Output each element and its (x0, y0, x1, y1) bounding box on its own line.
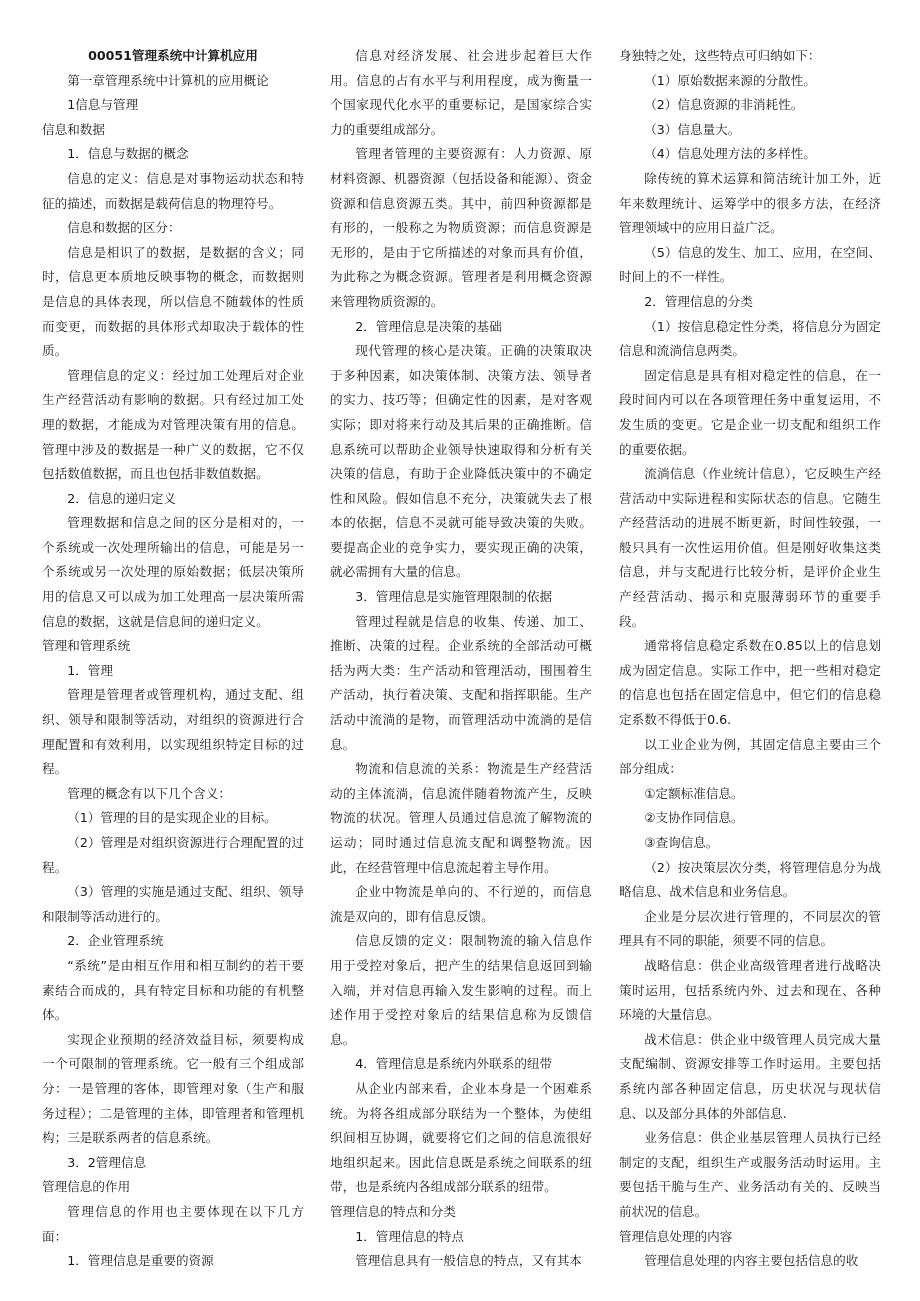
paragraph: 现代管理的核心是决策。正确的决策取决于多种因素，如决策体制、决策方法、领导者的实力、技巧等；但确定性的因素，是对客观实际；即对将来行动及其后果的正确推断。信息系统可以帮助企业领导快速取得和分析有关决策的信息，有助于企业降低决策中的不确定性和风险。假如信息不充分，决策就失去了根本的依据，信息不灵就可能导致决策的失败。要提高企业的竞争实力，要实现正确的决策，就必需拥有大量的信息。 (330, 343, 592, 580)
paragraph: 管理数据和信息之间的区分是相对的，一个系统或一次处理所输出的信息，可能是另一个系统或另一次处理的原始数据；低层决策所用的信息又可以成为加工处理高一层决策所需信息的数据，这就是信息间的递归定义。 (42, 515, 304, 629)
paragraph: 1．管理信息是重要的资源 (67, 1253, 214, 1269)
paragraph: 通常将信息稳定系数在0.85以上的信息划成为固定信息。实际工作中，把一些相对稳定的信息也包括在固定信息中，但它们的信息稳定系数不得低于0.6. (619, 638, 881, 728)
paragraph: 管理过程就是信息的收集、传递、加工、推断、决策的过程。企业系统的全部活动可概括为两大类：生产活动和管理活动，围围着生产活动，执行着决策、支配和指挥职能。生产活动中流淌的是物，而管理活动中流淌的是信息。 (330, 613, 592, 752)
paragraph: 信息反馈的定义：限制物流的输入信息作用于受控对象后，把产生的结果信息返回到输入端，并对信息再输入发生影响的过程。而上述作用于受控对象后的结果信息称为反馈信息。 (330, 933, 592, 1047)
paragraph: 管理的概念有以下几个含义： (67, 785, 231, 801)
paragraph: 管理信息的定义：经过加工处理后对企业生产经营活动有影响的数据。只有经过加工处理的数据，才能成为对管理决策有用的信息。管理中涉及的数据是一种广义的数据，它不仅包括数值数据，而且也包括非数值数据。 (42, 367, 304, 482)
paragraph: 除传统的算术运算和简洁统计加工外，近年来数理统计、运筹学中的很多方法，在经济管理领域中的应用日益广泛。 (619, 170, 881, 236)
paragraph: 管理者管理的主要资源有：人力资源、原材料资源、机器资源（包括设备和能源）、资金资源和信息资源五类。其中，前四种资源都是有形的，一般称之为物质资源；而信息资源是无形的，是由于它所描述的对象而具有价值，为此称之为概念资源。管理者是利用概念资源来管理物质资源的。 (330, 146, 592, 309)
paragraph: 战术信息：供企业中级管理人员完成大量支配编制、资源安排等工作时运用。主要包括系统内部各种固定信息，历史状况与现状信息、以及部分具体的外部信息. (619, 1031, 881, 1121)
paragraph: 物流和信息流的关系：物流是生产经营活动的主体流淌，信息流伴随着物流产生，反映物流的状况。管理人员通过信息流了解物流的运动；同时通过信息流支配和调整物流。因此，在经营管理中信息流起着主导作用。 (330, 761, 592, 875)
paragraph: 信息的定义：信息是对事物运动状态和特征的描述，而数据是载荷信息的物理符号。 (42, 170, 304, 211)
paragraph: 第一章管理系统中计算机的应用概论 (67, 72, 269, 88)
text-column-2 (330, 44, 592, 1274)
text-column-1 (42, 44, 304, 1274)
paragraph: 管理是管理者或管理机构，通过支配、组织、领导和限制等活动，对组织的资源进行合理配置和有效利用，以实现组织特定目标的过程。 (42, 687, 304, 777)
paragraph: 信息对经济发展、社会进步起着巨大作用。信息的占有水平与利用程度，成为衡量一个国家现代化水平的重要标记，是国家综合实力的重要组成部分。 (330, 48, 592, 137)
paragraph: 以工业企业为例，其固定信息主要由三个部分组成： (619, 736, 881, 777)
paragraph: 2．信息的递归定义 (67, 490, 176, 506)
paragraph: （4）信息处理方法的多样性。 (644, 146, 816, 162)
paragraph: 业务信息：供企业基层管理人员执行已经制定的支配，组织生产或服务活动时运用。主要包括干脆与生产、业务活动有关的、反映当前状况的信息。 (619, 1130, 881, 1219)
paragraph: 战略信息：供企业高级管理者进行战略决策时运用，包括系统内外、过去和现在、各种环境的大量信息。 (619, 957, 881, 1023)
section-heading: 管理和管理系统 (42, 638, 131, 654)
paragraph: 1．信息与数据的概念 (67, 146, 189, 162)
document-title: 00051管理系统中计算机应用 (88, 48, 258, 63)
paragraph: （1）管理的目的是实现企业的目标。 (67, 810, 277, 826)
paragraph: 企业是分层次进行管理的，不同层次的管理具有不同的职能，须要不同的信息。 (619, 908, 881, 949)
paragraph: 企业中物流是单向的、不行逆的，而信息流是双向的，即有信息反馈。 (330, 884, 592, 924)
paragraph: “系统”是由相互作用和相互制约的若干要素结合而成的，具有特定目标和功能的有机整体。 (42, 957, 304, 1023)
paragraph: （3）信息量大。 (644, 121, 741, 137)
paragraph: 1．管理 (67, 662, 113, 678)
paragraph: （1）按信息稳定性分类，将信息分为固定信息和流淌信息两类。 (619, 318, 881, 359)
paragraph: 3．2管理信息 (67, 1154, 147, 1170)
paragraph: 4．管理信息是系统内外联系的纽带 (355, 1056, 553, 1072)
paragraph: 2．管理信息的分类 (644, 293, 753, 309)
paragraph: 固定信息是具有相对稳定性的信息，在一段时间内可以在各项管理任务中重复运用，不发生质的变更。它是企业一切支配和组织工作的重要依据。 (619, 367, 881, 457)
text-column-3 (619, 44, 881, 1274)
paragraph: 2．管理信息是决策的基础 (355, 318, 502, 334)
paragraph: （5）信息的发生、加工、应用，在空间、时间上的不一样性。 (619, 244, 881, 285)
section-heading: 管理信息处理的内容 (619, 1228, 733, 1244)
paragraph: （2）按决策层次分类，将管理信息分为战略信息、战术信息和业务信息。 (619, 859, 881, 900)
paragraph: 从企业内部来看，企业本身是一个困难系统。为将各组成部分联结为一个整体，为使组织间相互协调，就要将它们之间的信息流很好地组织起来。因此信息既是系统之间联系的纽带，也是系统内各组成部分联系的纽带。 (330, 1080, 592, 1195)
paragraph: 实现企业预期的经济效益目标，须要构成一个可限制的管理系统。它一般有三个组成部分：一是管理的客体，即管理对象（生产和服务过程）；二是管理的主体，即管理者和管理机构；三是联系两者的信息系统。 (42, 1031, 304, 1146)
paragraph: （1）原始数据来源的分散性。 (644, 72, 816, 88)
section-heading: 管理信息的作用 (42, 1179, 131, 1195)
paragraph: 2．企业管理系统 (67, 933, 164, 949)
section-heading: 信息和数据 (42, 121, 105, 137)
paragraph: 流淌信息（作业统计信息），它反映生产经营活动中实际进程和实际状态的信息。它随生产经营活动的进展不断更新，时间性较强，一般只具有一次性运用价值。但是刚好收集这类信息，并与支配进行比较分析，是评价企业生产经营活动、揭示和克服薄弱环节的重要手段。 (619, 466, 881, 629)
paragraph: 管理信息处理的内容主要包括信息的收 (644, 1253, 859, 1269)
paragraph: 信息和数据的区分： (67, 220, 181, 236)
section-heading: 身独特之处，这些特点可归纳如下： (619, 48, 821, 63)
paragraph: 1信息与管理 (67, 97, 139, 113)
paragraph: （3）管理的实施是通过支配、组织、领导和限制等活动进行的。 (42, 884, 304, 924)
paragraph: ③查询信息。 (644, 835, 719, 850)
paragraph: （2）信息资源的非消耗性。 (644, 97, 804, 113)
paragraph: 3．管理信息是实施管理限制的依据 (355, 589, 553, 605)
paragraph: ②支协作同信息。 (644, 810, 744, 826)
paragraph: ①定额标准信息。 (644, 785, 744, 801)
paragraph: 管理信息具有一般信息的特点，又有其本 (355, 1253, 582, 1269)
paragraph: 1．管理信息的特点 (355, 1228, 464, 1244)
section-heading: 管理信息的特点和分类 (330, 1203, 456, 1219)
paragraph: 管理信息的作用也主要体现在以下几方面： (42, 1203, 304, 1244)
paragraph: 信息是相识了的数据，是数据的含义；同时，信息更本质地反映事物的概念，而数据则是信息的具体表现，所以信息不随载体的性质而变更，而数据的具体形式却取决于载体的性质。 (42, 244, 304, 359)
paragraph: （2）管理是对组织资源进行合理配置的过程。 (42, 835, 304, 875)
